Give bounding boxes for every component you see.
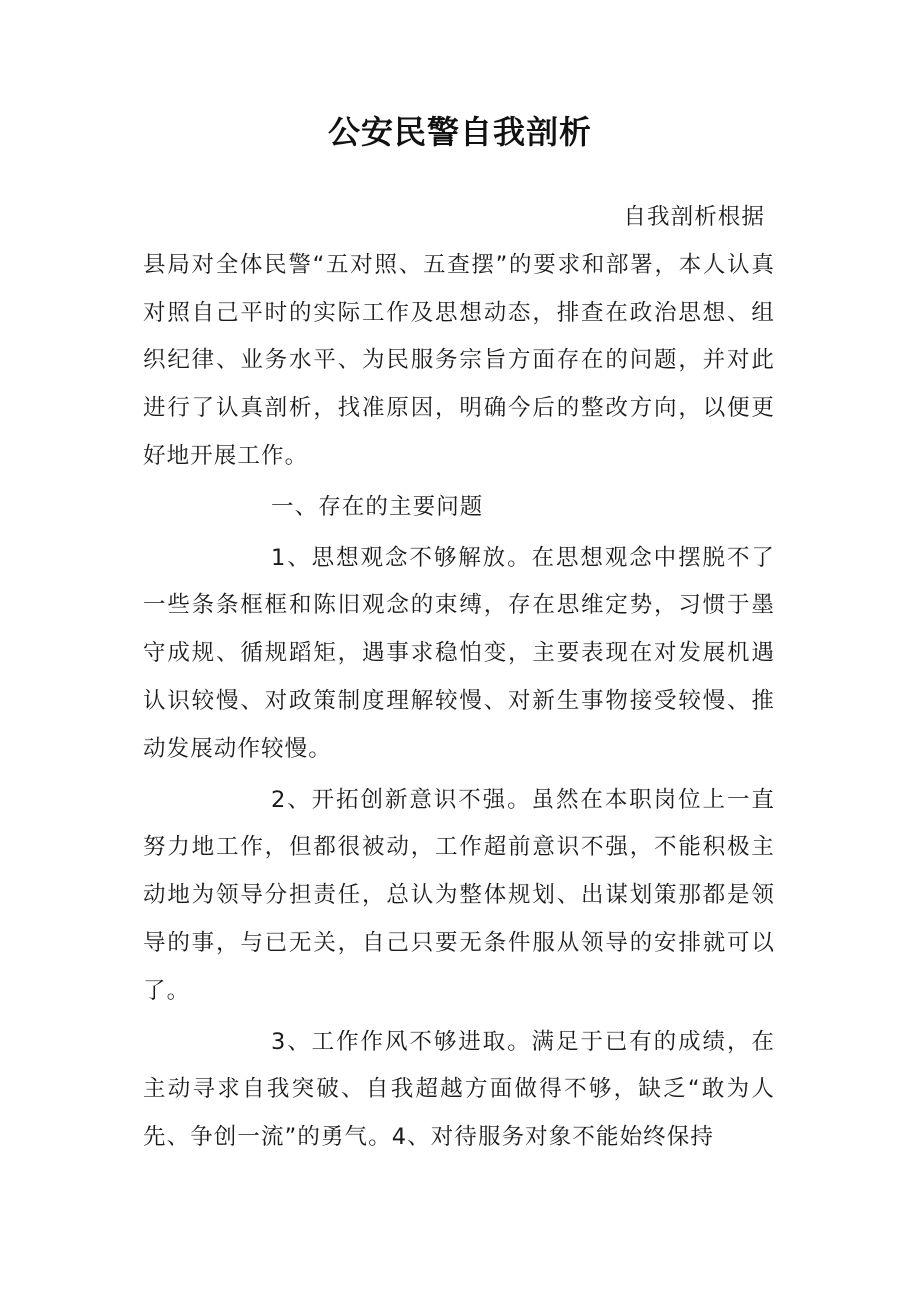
- document-body: [143, 194, 775, 1162]
- paragraph-2: 2、开拓创新意识不强。虽然在本职岗位上一直努力地工作，但都很被动，工作超前意识不强，不能积极主动地为领导分担责任，总认为整体规划、出谋划策那都是领导的事，与已无关，自己只要无条件服从领导的安排就可以了。: [143, 786, 775, 1004]
- intro-first-line: 自我剖析根据: [623, 204, 765, 230]
- paragraph-3: 3、工作作风不够进取。满足于已有的成绩，在主动寻求自我突破、自我超越方面做得不够，缺乏“敢为人先、争创一流”的勇气。4、对待服务对象不能始终保持: [143, 1028, 775, 1151]
- section-heading-problems: 一、存在的主要问题: [271, 493, 484, 520]
- paragraph-1: 1、思想观念不够解放。在思想观念中摆脱不了一些条条框框和陈旧观念的束缚，存在思维定势，习惯于墨守成规、循规蹈矩，遇事求稳怕变，主要表现在对发展机遇认识较慢、对政策制度理解较慢、对新生事物接受较慢、推动发展动作较慢。: [143, 544, 775, 762]
- intro-paragraph: 县局对全体民警“五对照、五查摆”的要求和部署，本人认真对照自己平时的实际工作及思想动态，排查在政治思想、组织纪律、业务水平、为民服务宗旨方面存在的问题，并对此进行了认真剖析，找准原因，明确今后的整改方向，以便更好地开展工作。: [143, 251, 775, 469]
- document-title: 公安民警自我剖析: [327, 113, 592, 151]
